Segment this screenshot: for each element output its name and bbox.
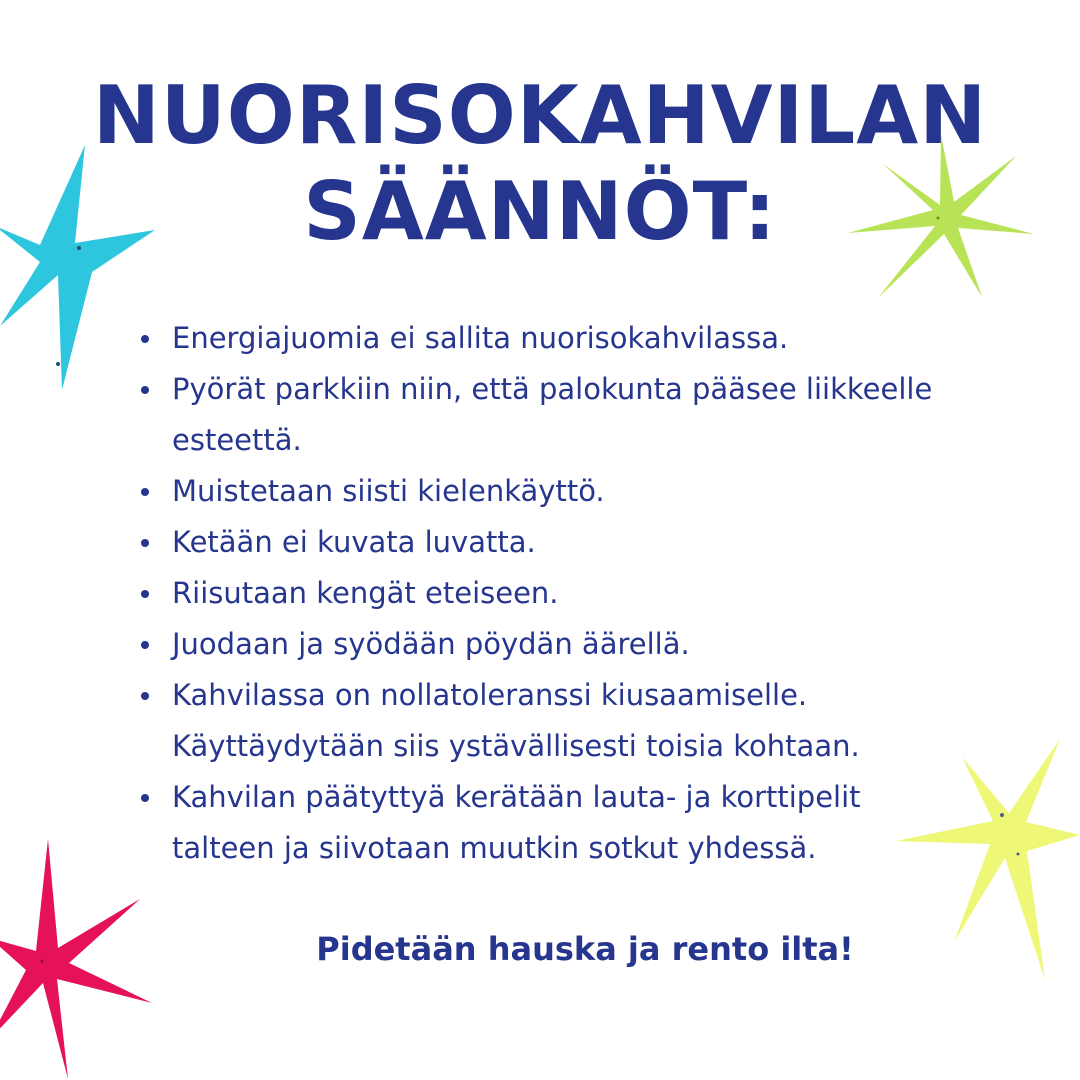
title-line-1: NUORISOKAHVILAN [92, 69, 988, 162]
rule-item [172, 466, 962, 517]
rule-text: Kahvilan päätyttyä kerätään lauta- ja korttipelit talteen ja siivotaan muutkin sotkut yhdessä. [172, 780, 861, 865]
rule-item [172, 517, 962, 568]
bullet-icon [141, 488, 149, 496]
bullet-icon [141, 335, 149, 343]
title-line-2: SÄÄNNÖT: [303, 165, 777, 258]
closing-message: Pidetään hauska ja rento ilta! [316, 930, 854, 968]
bullet-icon [141, 539, 149, 547]
rule-text: Muistetaan siisti kielenkäyttö. [172, 474, 605, 508]
rule-text: Juodaan ja syödään pöydän äärellä. [172, 627, 690, 661]
page-title [0, 68, 1080, 260]
rule-text: Energiajuomia ei sallita nuorisokahvilassa. [172, 321, 789, 355]
rule-text: Kahvilassa on nollatoleranssi kiusaamiselle. Käyttäydytään siis ystävällisesti toisia kohtaan. [172, 678, 860, 763]
rule-item [172, 313, 962, 364]
bullet-icon [141, 386, 149, 394]
bullet-icon [141, 692, 149, 700]
rules-list [172, 313, 962, 874]
rule-item [172, 670, 962, 772]
rule-item [172, 619, 962, 670]
rule-text: Ketään ei kuvata luvatta. [172, 525, 536, 559]
rule-text: Riisutaan kengät eteiseen. [172, 576, 559, 610]
rule-item [172, 568, 962, 619]
bullet-icon [141, 641, 149, 649]
bullet-icon [141, 794, 149, 802]
rule-item [172, 364, 962, 466]
rule-text: Pyörät parkkiin niin, että palokunta pääsee liikkeelle esteettä. [172, 372, 933, 457]
bullet-icon [141, 590, 149, 598]
rule-item [172, 772, 962, 874]
